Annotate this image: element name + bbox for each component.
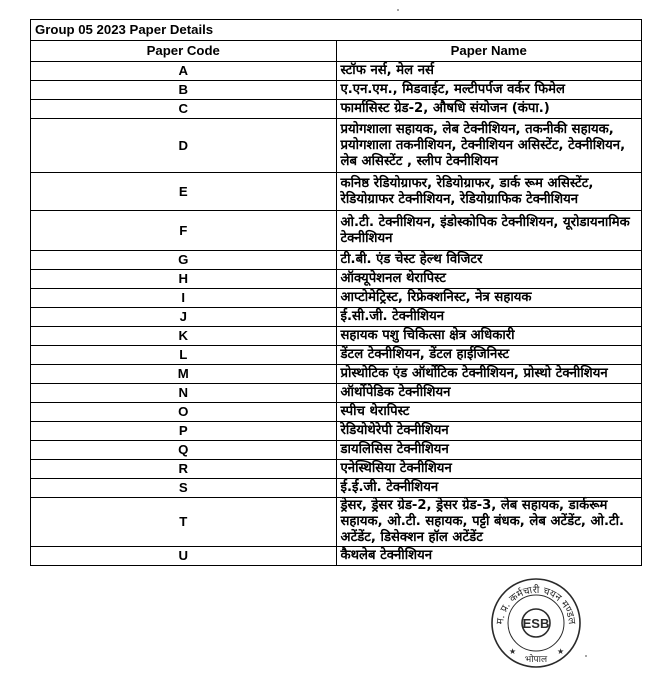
table-row	[31, 460, 642, 479]
paper-name-cell: स्टॉफ नर्स, मेल नर्स	[336, 62, 642, 81]
paper-name-cell: ओ.टी. टेक्नीशियन, इंडोस्कोपिक टेक्नीशियन, यूरोडायनामिक टेक्नीशियन	[336, 211, 642, 251]
seal-bottom-text: भोपाल	[524, 655, 548, 665]
paper-code-cell: A	[31, 62, 337, 81]
table-row	[31, 365, 642, 384]
table-row	[31, 251, 642, 270]
paper-name-cell: सहायक पशु चिकित्सा क्षेत्र अधिकारी	[336, 327, 642, 346]
seal-arc-text: म. प्र. कर्मचारी चयन मण्डल	[494, 584, 578, 626]
paper-code-cell: L	[31, 346, 337, 365]
table-row	[31, 498, 642, 547]
table-row	[31, 289, 642, 308]
table-row	[31, 119, 642, 173]
paper-name-cell: प्रोस्थोटिक एंड ऑर्थोटिक टेक्नीशियन, प्रोस्थो टेक्नीशियन	[336, 365, 642, 384]
table-row	[31, 403, 642, 422]
scan-speck	[585, 655, 587, 657]
paper-code-cell: F	[31, 211, 337, 251]
paper-name-cell: प्रयोगशाला सहायक, लेब टेक्नीशियन, तकनीकी सहायक, प्रयोगशाला तकनीशियन, टेक्नीशियन असिस्टेंट, टेक्नीशियन, लेब असिस्टेंट , स्लीप टेक्नीशियन	[336, 119, 642, 173]
paper-name-cell: ई.ई.जी. टेक्नीशियन	[336, 479, 642, 498]
seal-star-right-icon: ★	[557, 647, 565, 656]
paper-code-cell: C	[31, 100, 337, 119]
table-row	[31, 100, 642, 119]
paper-name-cell: ऑर्थोपेडिक टेक्नीशियन	[336, 384, 642, 403]
paper-name-cell: रेडियोथेरेपी टेक्नीशियन	[336, 422, 642, 441]
paper-code-cell: D	[31, 119, 337, 173]
esb-seal-stamp	[489, 576, 583, 670]
table-row	[31, 547, 642, 566]
paper-details-table	[30, 19, 642, 566]
table-title: Group 05 2023 Paper Details	[31, 20, 642, 41]
paper-code-cell: T	[31, 498, 337, 547]
paper-code-cell: S	[31, 479, 337, 498]
header-paper-code: Paper Code	[31, 41, 337, 62]
paper-name-cell: ई.सी.जी. टेक्नीशियन	[336, 308, 642, 327]
paper-name-cell: कनिष्ठ रेडियोग्राफर, रेडियोग्राफर, डार्क रूम असिस्टेंट, रेडियोग्राफर टेक्नीशियन, रेडियोग्राफिक टेक्नीशियन	[336, 173, 642, 211]
paper-name-cell: फार्मासिस्ट ग्रेड-2, औषधि संयोजन (कंपा.)	[336, 100, 642, 119]
seal-star-left-icon: ★	[509, 647, 517, 656]
paper-name-cell: ए.एन.एम., मिडवाईट, मल्टीपर्पज वर्कर फिमेल	[336, 81, 642, 100]
table-row	[31, 479, 642, 498]
seal-emblem-text: ESB	[522, 616, 550, 631]
paper-code-cell: Q	[31, 441, 337, 460]
table-row	[31, 81, 642, 100]
paper-code-cell: J	[31, 308, 337, 327]
table-title-row	[31, 20, 642, 41]
paper-name-cell: एनेस्थिसिया टेक्नीशियन	[336, 460, 642, 479]
table-row	[31, 173, 642, 211]
table-row	[31, 422, 642, 441]
table-row	[31, 308, 642, 327]
paper-code-cell: I	[31, 289, 337, 308]
paper-code-cell: U	[31, 547, 337, 566]
paper-name-cell: डायलिसिस टेक्नीशियन	[336, 441, 642, 460]
paper-code-cell: E	[31, 173, 337, 211]
scan-speck	[397, 9, 399, 11]
paper-name-cell: कैथलेब टेक्नीशियन	[336, 547, 642, 566]
paper-code-cell: N	[31, 384, 337, 403]
header-paper-name: Paper Name	[336, 41, 642, 62]
table-row	[31, 270, 642, 289]
table-row	[31, 62, 642, 81]
paper-code-cell: O	[31, 403, 337, 422]
table-header-row	[31, 41, 642, 62]
table-row	[31, 327, 642, 346]
paper-code-cell: P	[31, 422, 337, 441]
paper-code-cell: M	[31, 365, 337, 384]
paper-name-cell: आप्टोमेट्रिस्ट, रिफ्रेक्शनिस्ट, नेत्र सहायक	[336, 289, 642, 308]
table-row	[31, 211, 642, 251]
paper-name-cell: डेंटल टेक्नीशियन, डेंटल हाईजिनिस्ट	[336, 346, 642, 365]
paper-code-cell: B	[31, 81, 337, 100]
table-row	[31, 441, 642, 460]
paper-name-cell: स्पीच थेरापिस्ट	[336, 403, 642, 422]
paper-code-cell: H	[31, 270, 337, 289]
paper-code-cell: K	[31, 327, 337, 346]
paper-name-cell: टी.बी. एंड चेस्ट हेल्थ विजिटर	[336, 251, 642, 270]
table-row	[31, 346, 642, 365]
table-row	[31, 384, 642, 403]
paper-code-cell: G	[31, 251, 337, 270]
paper-code-cell: R	[31, 460, 337, 479]
paper-name-cell: ऑक्यूपेशनल थेरापिस्ट	[336, 270, 642, 289]
paper-name-cell: ड्रेसर, ड्रेसर ग्रेड-2, ड्रेसर ग्रेड-3, लेब सहायक, डार्करूम सहायक, ओ.टी. सहायक, पट्टी बंधक, लेब अटेंडेंट, ओ.टी. अटेंडेंट, डिसेक्शन हॉल अटेंडेंट	[336, 498, 642, 547]
